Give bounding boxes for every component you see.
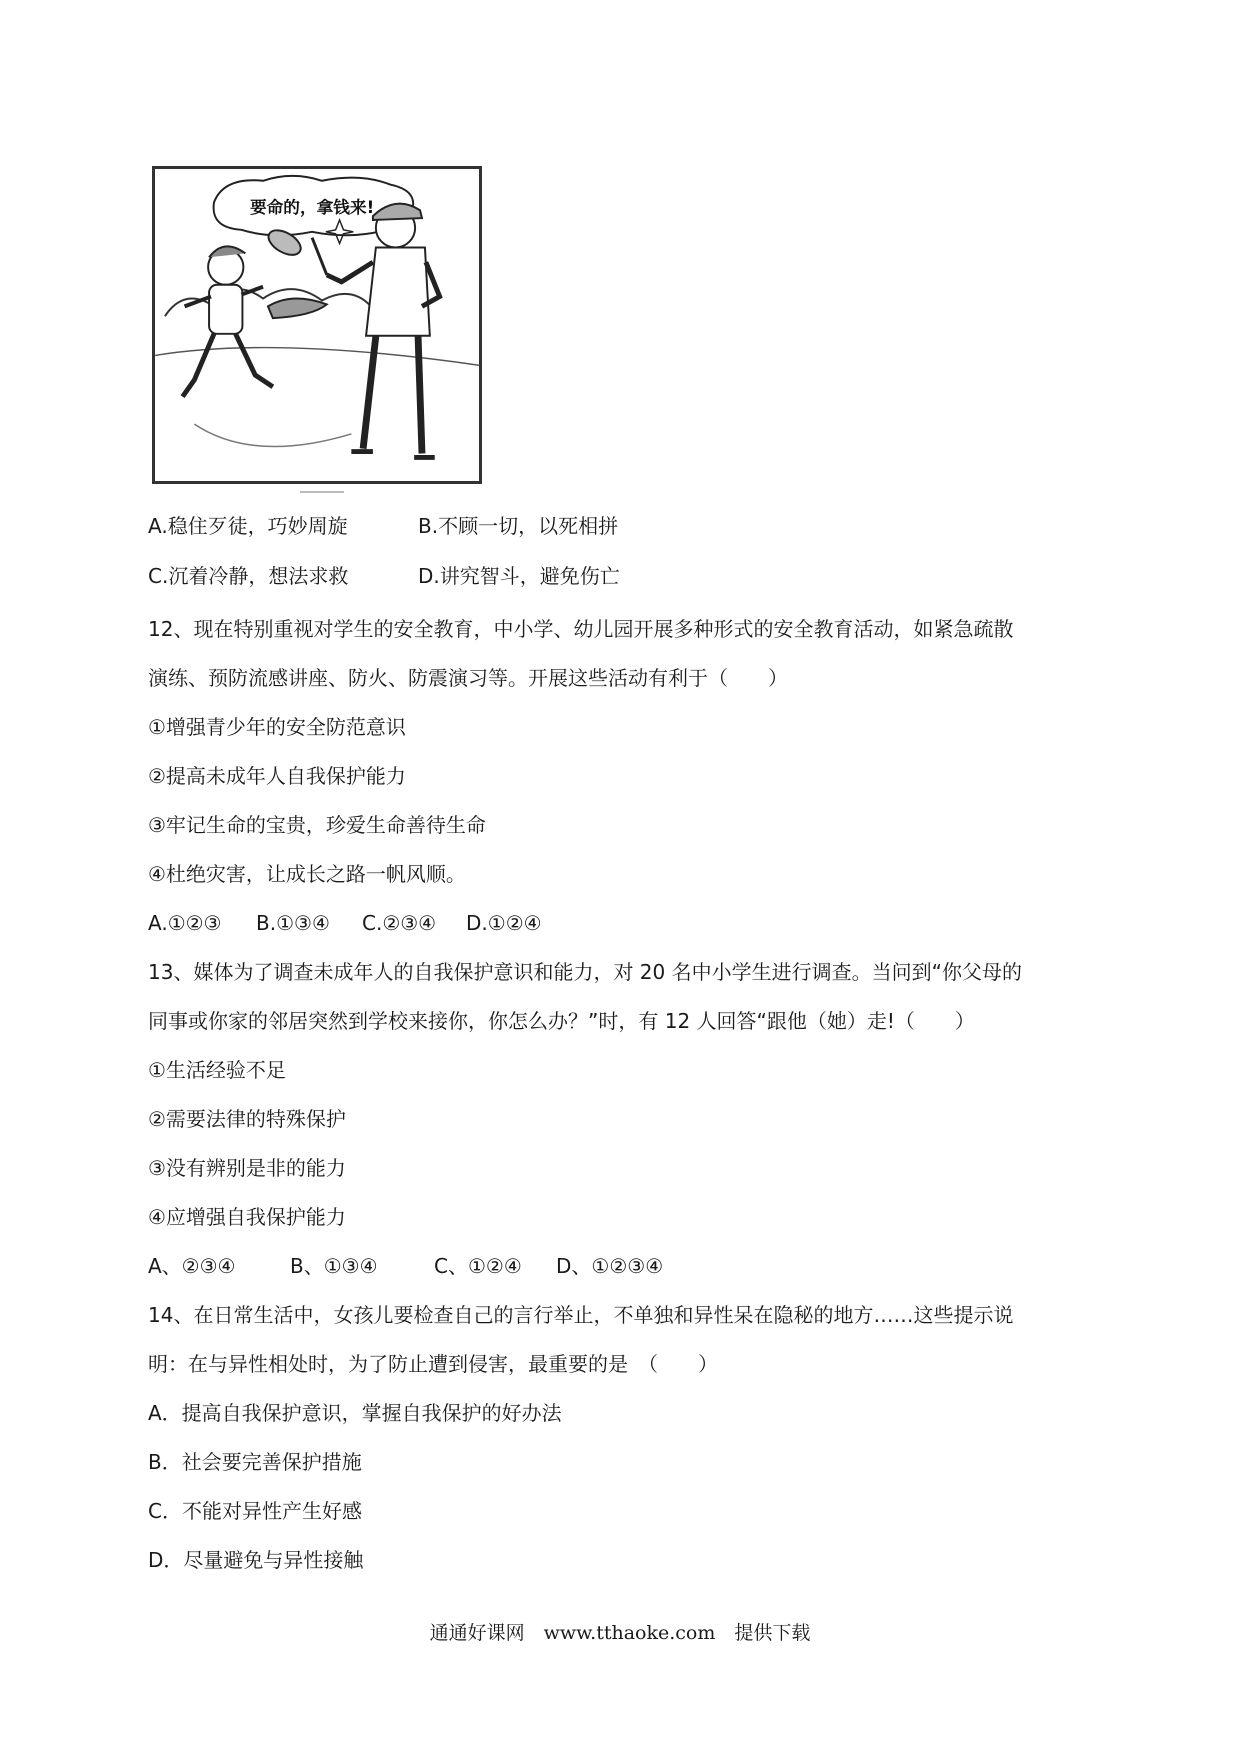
image-caption-mark xyxy=(300,491,344,493)
q13-option-b: B、①③④ xyxy=(290,1254,378,1278)
q13-item-3: ③没有辨别是非的能力 xyxy=(148,1156,346,1180)
q12-item-2: ②提高未成年人自我保护能力 xyxy=(148,764,406,788)
q13-option-d: D、①②③④ xyxy=(556,1254,664,1278)
q13-stem-line-2: 同事或你家的邻居突然到学校来接你，你怎么办？”时，有 12 人回答“跟他（她）走!（ ） xyxy=(148,1009,975,1033)
q14-option-d: D．尽量避免与异性接触 xyxy=(148,1548,364,1572)
q13-item-4: ④应增强自我保护能力 xyxy=(148,1205,346,1229)
q13-option-a: A、②③④ xyxy=(148,1254,236,1278)
q12-item-3: ③牢记生命的宝贵，珍爱生命善待生命 xyxy=(148,813,486,837)
q11-option-d: D.讲究智斗，避免伤亡 xyxy=(418,564,620,588)
q13-stem-line-1: 13、媒体为了调查未成年人的自我保护意识和能力，对 20 名中小学生进行调查。当问到“你父母的 xyxy=(148,960,1022,984)
q13-option-c: C、①②④ xyxy=(434,1254,522,1278)
q12-item-4: ④杜绝灾害，让成长之路一帆风顺。 xyxy=(148,862,466,886)
q12-option-d: D.①②④ xyxy=(466,911,542,935)
q12-option-a: A.①②③ xyxy=(148,911,222,935)
q13-item-2: ②需要法律的特殊保护 xyxy=(148,1107,346,1131)
q14-option-c: C．不能对异性产生好感 xyxy=(148,1499,362,1523)
q12-stem-line-2: 演练、预防流感讲座、防火、防震演习等。开展这些活动有利于（ ） xyxy=(148,666,788,690)
q14-stem-line-2: 明：在与异性相处时，为了防止遭到侵害，最重要的是 （ ） xyxy=(148,1352,718,1376)
robbery-cartoon-image xyxy=(152,166,482,484)
q12-option-b: B.①③④ xyxy=(256,911,330,935)
q14-stem-line-1: 14、在日常生活中，女孩儿要检查自己的言行举止，不单独和异性呆在隐秘的地方……这些提示说 xyxy=(148,1303,1014,1327)
q12-item-1: ①增强青少年的安全防范意识 xyxy=(148,715,406,739)
q11-option-c: C.沉着冷静，想法求救 xyxy=(148,564,349,588)
q12-option-c: C.②③④ xyxy=(362,911,437,935)
q14-option-a: A．提高自我保护意识，掌握自我保护的好办法 xyxy=(148,1401,562,1425)
q12-stem-line-1: 12、现在特别重视对学生的安全教育，中小学、幼儿园开展多种形式的安全教育活动，如紧急疏散 xyxy=(148,617,1014,641)
page-footer: 通通好课网 www.tthaoke.com 提供下载 xyxy=(429,1622,811,1644)
cartoon-speech-text: 要命的，拿钱来! xyxy=(249,198,375,218)
q11-option-b: B.不顾一切，以死相拼 xyxy=(418,514,619,538)
q11-option-a: A.稳住歹徒，巧妙周旋 xyxy=(148,514,348,538)
q14-option-b: B．社会要完善保护措施 xyxy=(148,1450,362,1474)
q13-item-1: ①生活经验不足 xyxy=(148,1058,286,1082)
